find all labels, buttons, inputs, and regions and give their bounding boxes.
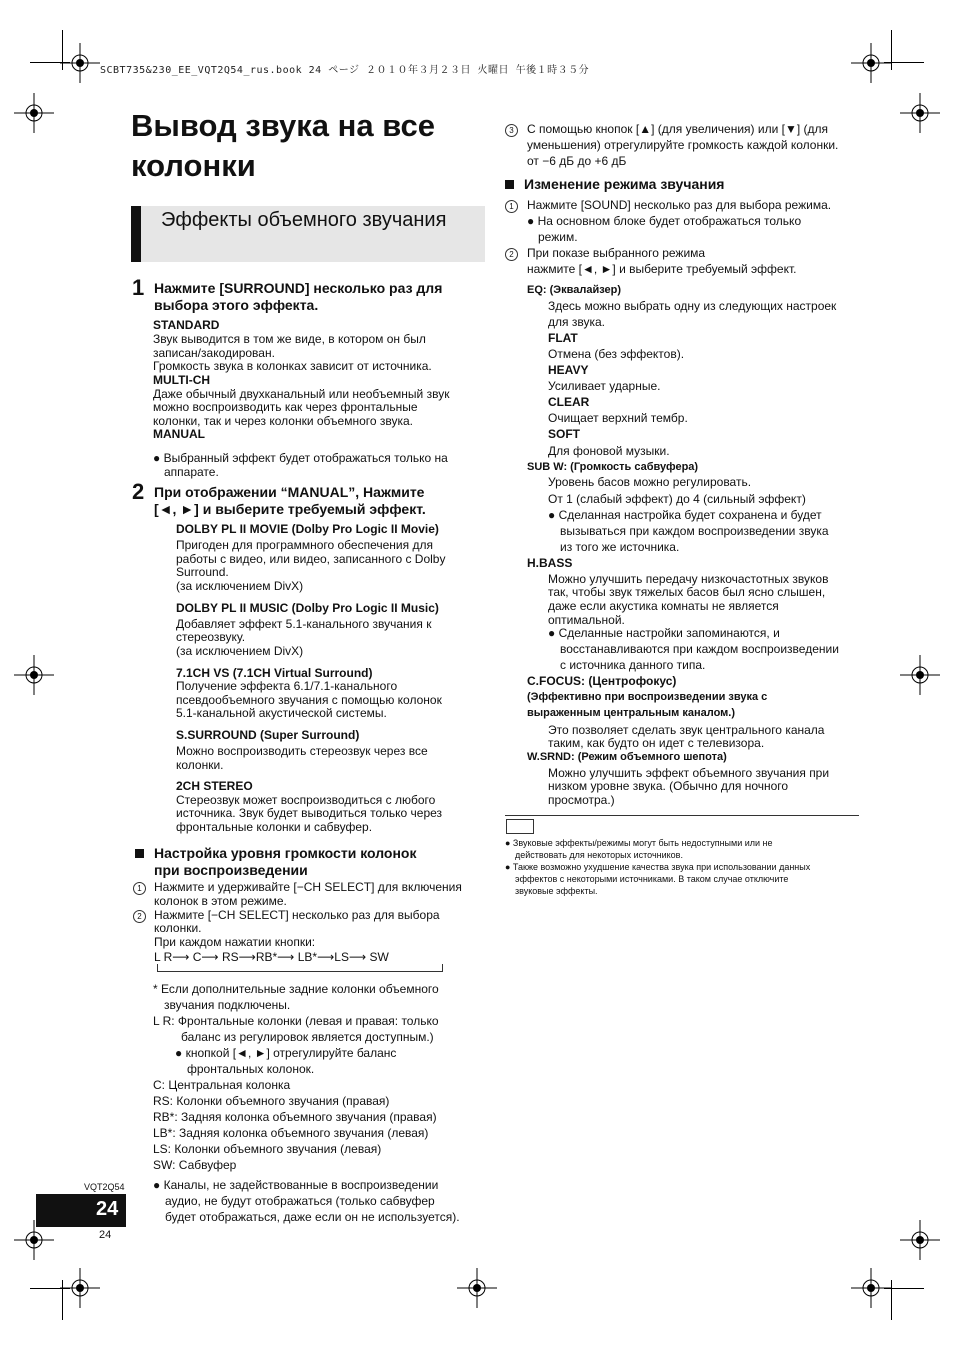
bullet-text: аппарате. [164, 465, 219, 479]
mode-desc: псевдообъемного звучания с помощью колонок [176, 693, 442, 707]
instruction-text: колонки. [154, 921, 202, 935]
loop-line [442, 964, 443, 972]
option-desc: Можно улучшить эффект объемного звучания при [548, 766, 830, 780]
step1-heading: Нажмите [SURROUND] несколько раз для выбора этого эффекта. [154, 280, 443, 313]
step-number: 1 [132, 275, 145, 300]
mode-desc: источника. Звук будет выводиться только через [176, 806, 443, 820]
option-desc: Уровень басов можно регулировать. [548, 475, 752, 489]
note-text: действовать для некоторых источников. [515, 850, 683, 860]
eq-mode-name: SOFT [548, 427, 580, 441]
mode-desc: Добавляет эффект 5.1-канального звучания к [176, 617, 432, 631]
bullet-text: будет отображаться, даже если он не используется). [165, 1210, 460, 1224]
mode-name: 7.1CH VS (7.1CH Virtual Surround) [176, 666, 373, 680]
option-heading: W.SRND: (Режим объемного шепота) [527, 751, 727, 763]
footnote: * Если дополнительные задние колонки объемного [153, 982, 439, 996]
step-number: 2 [132, 479, 145, 504]
print-header: SCBT735&230_EE_VQT2Q54_rus.book 24 ページ ２０１０年３月２３日 火曜日 午後１時３５分 [100, 65, 590, 76]
instruction-text: Нажмите и удерживайте [−CH SELECT] для включения [154, 880, 462, 894]
registration-mark-icon [851, 1268, 891, 1308]
instruction-text: С помощью кнопок [▲] (для увеличения) или [▼] (для [527, 122, 828, 136]
mode-desc: 5.1-канальной акустической системы. [176, 706, 387, 720]
bullet-text: аудио, не будут отображаться (только сабвуфер [165, 1194, 435, 1208]
mode-desc: колонки. [176, 758, 224, 772]
option-subheading: выраженным центральным каналом.) [527, 707, 736, 719]
section-heading: Настройка уровня громкости колонок [135, 845, 417, 862]
loop-line [157, 971, 443, 972]
eq-mode-name: CLEAR [548, 395, 590, 409]
bullet-text: с источника данного типа. [560, 658, 706, 672]
registration-mark-icon [14, 93, 54, 133]
legend-item: L R: Фронтальные колонки (левая и правая: только [153, 1014, 439, 1028]
mode-desc: Звук выводится в том же виде, в котором он был [153, 332, 426, 346]
legend-item: SW: Сабвуфер [153, 1158, 237, 1172]
registration-mark-icon [60, 1268, 100, 1308]
bullet-text: ● Каналы, не задействованные в воспроизведении [153, 1178, 439, 1192]
option-desc: даже если акустика комнаты не является [548, 599, 779, 613]
instruction-text: нажмите [◄, ►] и выберите требуемый эффект. [527, 262, 797, 276]
eq-mode-name: HEAVY [548, 363, 589, 377]
registration-mark-icon [900, 93, 940, 133]
mode-desc: Даже обычный двухканальный или необъемный звук [153, 387, 450, 401]
registration-mark-icon [900, 1220, 940, 1260]
option-desc: Это позволяет сделать звук центрального канала [548, 723, 825, 737]
mode-name: DOLBY PL II MUSIC (Dolby Pro Logic II Music) [176, 601, 439, 615]
mode-desc: колонки, так и через колонки объемного звука. [153, 414, 414, 428]
instruction-text: При показе выбранного режима [527, 246, 706, 260]
option-heading: EQ: (Эквалайзер) [527, 284, 622, 296]
mode-desc: можно воспроизводить как через фронтальные [153, 400, 418, 414]
section-title: Эффекты объемного звучания [161, 209, 447, 231]
bullet-text: ● Выбранный эффект будет отображаться только на [153, 451, 448, 465]
legend-item: ● кнопкой [◄, ►] отрегулируйте баланс [175, 1046, 397, 1060]
mode-desc: Громкость звука в колонках зависит от источника. [153, 359, 432, 373]
legend-item: RB*: Задняя колонка объемного звучания (правая) [153, 1110, 437, 1124]
option-heading: C.FOCUS: (Центрофокус) [527, 674, 677, 688]
instruction-text: Нажмите [SOUND] несколько раз для выбора режима. [527, 198, 832, 212]
option-subheading: (Эффективно при воспроизведении звука с [527, 691, 768, 703]
registration-mark-icon [851, 43, 891, 83]
model-code: VQT2Q54 [84, 1182, 125, 1192]
bullet-text: из того же источника. [560, 540, 680, 554]
mode-name: S.SURROUND (Super Surround) [176, 728, 360, 742]
legend-item: баланс из регулировок является доступным.) [181, 1030, 434, 1044]
mode-desc: Получение эффекта 6.1/7.1-канального [176, 679, 398, 693]
bullet-text: ● Сделанные настройки запоминаются, и [548, 626, 780, 640]
mode-desc: стереозвуку. [176, 630, 246, 644]
mode-desc: (за исключением DivX) [176, 579, 304, 593]
legend-item: C: Центральная колонка [153, 1078, 291, 1092]
mode-desc: работы с видео, или видео, записанного с Dolby [176, 552, 446, 566]
eq-mode-desc: Для фоновой музыки. [548, 444, 670, 458]
square-bullet-icon [135, 849, 144, 858]
mode-desc: Пригоден для программного обеспечения для [176, 538, 433, 552]
note-divider [505, 815, 859, 816]
registration-mark-icon [14, 655, 54, 695]
channel-sequence: L R⟶ C⟶ RS⟶RB*⟶ LB*⟶LS⟶ SW [154, 950, 389, 964]
page-number-small: 24 [99, 1229, 112, 1241]
page-number: 24 [96, 1198, 119, 1220]
instruction-text: уменьшения) отрегулируйте громкость каждой колонки. [527, 138, 839, 152]
note-text: звуковые эффекты. [515, 886, 598, 896]
step2-heading: [◄, ►] и выберите требуемый эффект. [154, 501, 426, 517]
step-marker: 2 [505, 246, 518, 261]
step-marker: 1 [133, 880, 146, 895]
instruction-text: от −6 дБ до +6 дБ [527, 154, 627, 168]
book-icon [506, 819, 534, 834]
note-text: ● Также возможно ухудшение качества звука при использовании данных [505, 862, 811, 872]
mode-name: STANDARD [153, 318, 220, 332]
registration-mark-icon [457, 1268, 497, 1308]
instruction-text: колонок в этом режиме. [154, 894, 287, 908]
step2-heading: При отображении “MANUAL”, Нажмите [154, 484, 425, 500]
legend-item: фронтальных колонок. [187, 1062, 315, 1076]
square-bullet-icon [505, 180, 514, 189]
trim-mark [891, 1280, 892, 1320]
option-desc: так, чтобы звук тяжелых басов был ясно слышен, [548, 585, 826, 599]
eq-mode-desc: Усиливает ударные. [548, 379, 661, 393]
registration-mark-icon [60, 43, 100, 83]
eq-mode-desc: Отмена (без эффектов). [548, 347, 685, 361]
mode-desc: Surround. [176, 565, 229, 579]
mode-name: 2CH STEREO [176, 779, 253, 793]
section-title-bar [131, 206, 141, 262]
option-desc: Здесь можно выбрать одну из следующих настроек [548, 299, 837, 313]
option-desc: Можно улучшить передачу низкочастотных звуков [548, 572, 829, 586]
option-heading: SUB W: (Громкость сабвуфера) [527, 461, 699, 473]
legend-item: LB*: Задняя колонка объемного звучания (левая) [153, 1126, 429, 1140]
option-heading: H.BASS [527, 556, 573, 570]
option-desc: От 1 (слабый эффект) до 4 (сильный эффект) [548, 492, 806, 506]
option-desc: просмотра.) [548, 793, 615, 807]
option-desc: низком уровне звука. (Обычно для ночного [548, 779, 789, 793]
section-heading: при воспроизведении [154, 862, 308, 878]
eq-mode-name: FLAT [548, 331, 578, 345]
mode-desc: записан/закодирован. [153, 346, 275, 360]
trim-mark [891, 30, 892, 70]
mode-name: MANUAL [153, 427, 205, 441]
bullet-text: ● Сделанная настройка будет сохранена и будет [548, 508, 822, 522]
step-marker: 3 [505, 122, 518, 137]
note-text: ● Звуковые эффекты/режимы могут быть недоступными или не [505, 838, 773, 848]
page-title: Вывод звука на все колонки [131, 108, 435, 183]
bullet-text: восстанавливаются при каждом воспроизведении [560, 642, 839, 656]
legend-item: LS: Колонки объемного звучания (левая) [153, 1142, 382, 1156]
eq-mode-desc: Очищает верхний тембр. [548, 411, 688, 425]
step-marker: 2 [133, 908, 146, 923]
mode-name: MULTI-CH [153, 373, 211, 387]
mode-desc: Стереозвук может воспроизводиться с любого [176, 793, 436, 807]
legend-item: RS: Колонки объемного звучания (правая) [153, 1094, 390, 1108]
registration-mark-icon [900, 655, 940, 695]
option-desc: таким, как будто он идет с телевизора. [548, 736, 765, 750]
option-desc: для звука. [548, 315, 605, 329]
instruction-text: Нажмите [−CH SELECT] несколько раз для выбора [154, 908, 440, 922]
option-desc: оптимальной. [548, 613, 625, 627]
mode-desc: (за исключением DivX) [176, 644, 304, 658]
bullet-text: режим. [538, 230, 578, 244]
note-text: эффектов с некоторыми источниками. В таком случае отключите [515, 874, 789, 884]
bullet-text: вызываться при каждом воспроизведении звука [560, 524, 829, 538]
step-marker: 1 [505, 198, 518, 213]
mode-desc: фронтальные колонки и сабвуфер. [176, 820, 373, 834]
mode-name: DOLBY PL II MOVIE (Dolby Pro Logic II Movie) [176, 522, 439, 536]
bullet-text: ● На основном блоке будет отображаться только [527, 214, 802, 228]
footnote: звучания подключены. [164, 998, 291, 1012]
section-heading: Изменение режима звучания [505, 176, 724, 193]
instruction-text: При каждом нажатии кнопки: [154, 935, 316, 949]
mode-desc: Можно воспроизводить стереозвук через все [176, 744, 428, 758]
